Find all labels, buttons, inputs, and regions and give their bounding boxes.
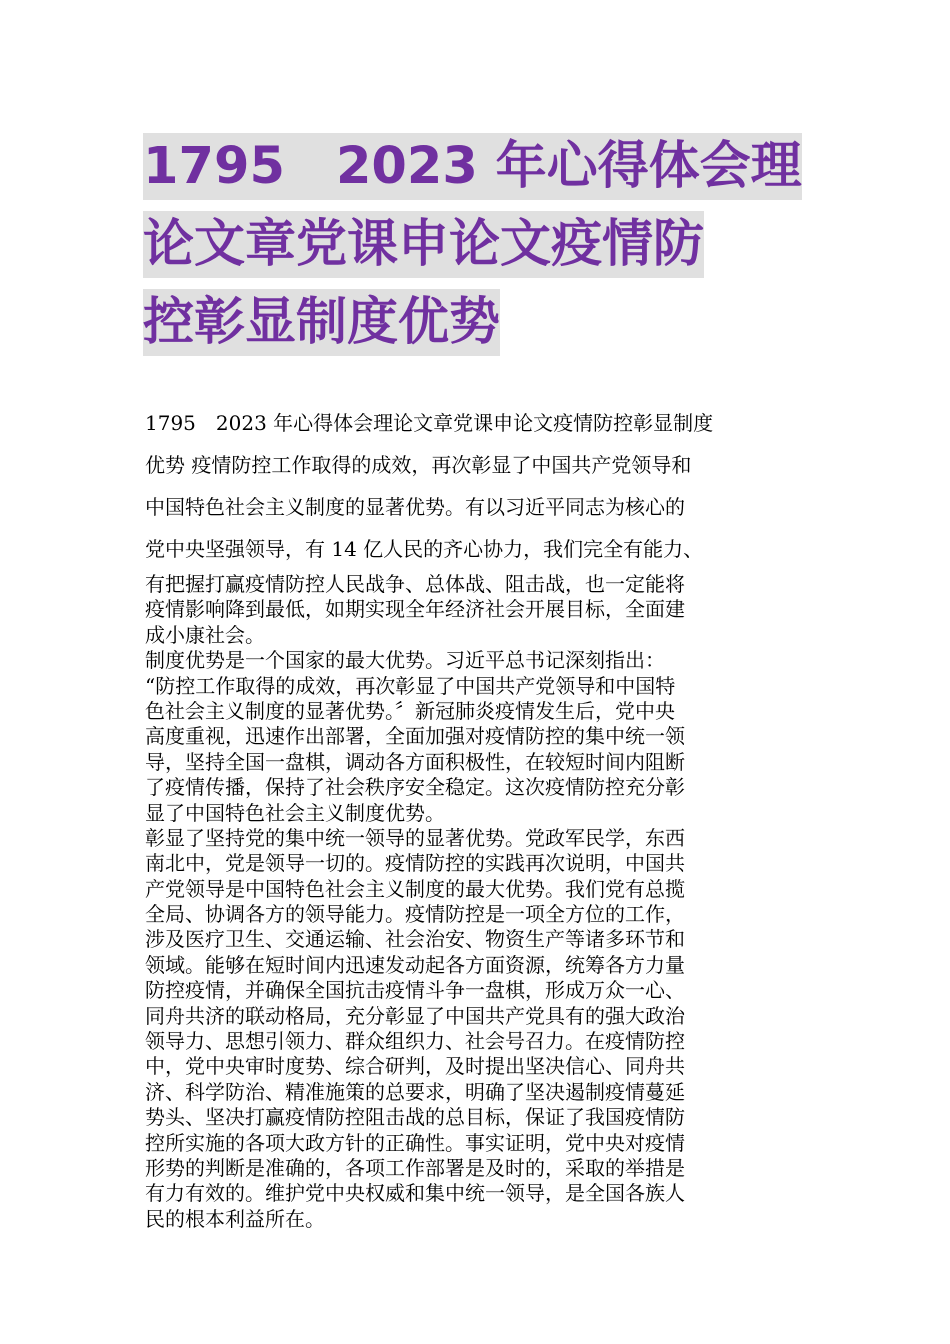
text-line: 势头、坚决打赢疫情防控阻击战的总目标，保证了我国疫情防 (145, 1105, 685, 1130)
text-line: 领域。能够在短时间内迅速发动起各方面资源，统筹各方力量 (145, 952, 685, 977)
title-line: 论文章党课申论文疫情防 (143, 206, 813, 284)
text-line: 南北中，党是领导一切的。疫情防控的实践再次说明，中国共 (145, 851, 685, 876)
text-line: 优势 疫情防控工作取得的成效，再次彰显了中国共产党领导和 (145, 453, 692, 477)
text-line: 同舟共济的联动格局，充分彰显了中国共产党具有的强大政治 (145, 1003, 685, 1028)
text-line: 显了中国特色社会主义制度优势。 (145, 800, 445, 825)
text-line: 领导力、思想引领力、群众组织力、社会号召力。在疫情防控 (145, 1029, 685, 1054)
text-line: 彰显了坚持党的集中统一领导的显著优势。党政军民学，东西 (145, 825, 685, 850)
text-line: 控所实施的各项大政方针的正确性。事实证明，党中央对疫情 (145, 1130, 685, 1155)
body-text (145, 572, 815, 1232)
text-line: 中，党中央审时度势、综合研判，及时提出坚决信心、同舟共 (145, 1054, 685, 1079)
text-line: 有把握打赢疫情防控人民战争、总体战、阻击战，也一定能将 (145, 572, 685, 596)
title-line: 1795 2023 年心得体会理 (143, 128, 813, 206)
text-line: 党中央坚强领导，有 14 亿人民的齐心协力，我们完全有能力、 (145, 537, 704, 561)
text-line: 有力有效的。维护党中央权威和集中统一领导，是全国各族人 (145, 1181, 685, 1206)
text-line: 涉及医疗卫生、交通运输、社会治安、物资生产等诸多环节和 (145, 927, 685, 952)
text-line: 全局、协调各方的领导能力。疫情防控是一项全方位的工作， (145, 902, 685, 927)
text-line: 色社会主义制度的显著优势。〞新冠肺炎疫情发生后，党中央 (145, 698, 675, 723)
text-line: 1795 2023 年心得体会理论文章党课申论文疫情防控彰显制度 (145, 411, 714, 435)
title-line: 控彰显制度优势 (143, 284, 813, 362)
text-line: 形势的判断是准确的，各项工作部署是及时的，采取的举措是 (145, 1155, 685, 1180)
text-line: “防控工作取得的成效，再次彰显了中国共产党领导和中国特 (145, 673, 676, 698)
text-line: 高度重视，迅速作出部署，全面加强对疫情防控的集中统一领 (145, 724, 685, 749)
text-line: 成小康社会。 (145, 622, 265, 647)
text-line: 了疫情传播，保持了社会秩序安全稳定。这次疫情防控充分彰 (145, 775, 685, 800)
text-line: 产党领导是中国特色社会主义制度的最大优势。我们党有总揽 (145, 876, 685, 901)
intro-paragraph (145, 402, 815, 570)
text-line: 导，坚持全国一盘棋，调动各方面积极性，在较短时间内阻断 (145, 749, 685, 774)
text-line: 中国特色社会主义制度的显著优势。有以习近平同志为核心的 (145, 495, 685, 519)
text-line: 济、科学防治、精准施策的总要求，明确了坚决遏制疫情蔓延 (145, 1079, 685, 1104)
text-line: 防控疫情，并确保全国抗击疫情斗争一盘棋，形成万众一心、 (145, 978, 685, 1003)
text-line: 疫情影响降到最低，如期实现全年经济社会开展目标，全面建 (145, 597, 685, 622)
document-title (143, 128, 813, 362)
text-line: 制度优势是一个国家的最大优势。习近平总书记深刻指出： (145, 648, 665, 673)
text-line: 民的根本利益所在。 (145, 1206, 325, 1231)
